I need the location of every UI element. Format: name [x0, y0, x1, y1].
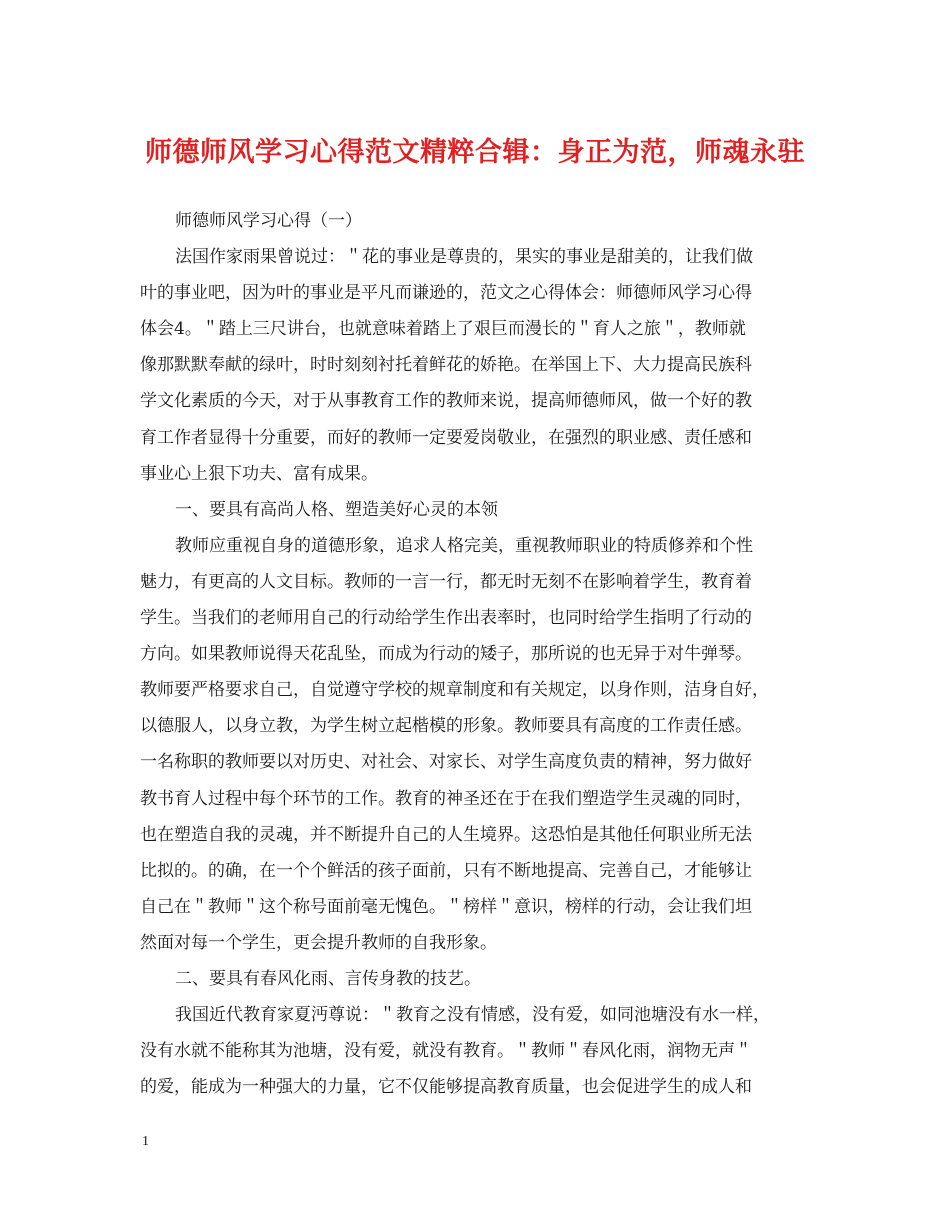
text-line: 学生。当我们的老师用自己的行动给学生作出表率时，也同时给学生指明了行动的: [140, 608, 752, 629]
text-line: 教书育人过程中每个环节的工作。教育的神圣还在于在我们塑造学生灵魂的同时，: [140, 788, 752, 809]
section-heading: 一、要具有高尚人格、塑造美好心灵的本领: [175, 499, 498, 520]
text-line: 教师要严格要求自己，自觉遵守学校的规章制度和有关规定，以身作则，洁身自好，: [140, 680, 769, 701]
body-text: [140, 203, 815, 1105]
text-line: 事业心上狠下功夫、富有成果。: [140, 463, 378, 484]
text-line: 育工作者显得十分重要，而好的教师一定要爱岗敬业，在强烈的职业感、责任感和: [140, 427, 752, 448]
text-line: 魅力，有更高的人文目标。教师的一言一行，都无时无刻不在影响着学生，教育着: [140, 571, 752, 592]
text-line: 然面对每一个学生，更会提升教师的自我形象。: [140, 932, 497, 953]
text-line: 方向。如果教师说得天花乱坠，而成为行动的矮子，那所说的也无异于对牛弹琴。: [140, 644, 752, 665]
text-line: 自己在＂教师＂这个称号面前毫无愧色。＂榜样＂意识，榜样的行动，会让我们坦: [140, 896, 752, 917]
page-title: 师德师风学习心得范文精粹合辑：身正为范，师魂永驻: [145, 137, 805, 168]
text-line: 教师应重视自身的道德形象，追求人格完美，重视教师职业的特质修养和个性: [175, 535, 753, 556]
text-line: 学文化素质的今天，对于从事教育工作的教师来说，提高师德师风，做一个好的教: [140, 391, 752, 412]
text-line: 法国作家雨果曾说过：＂花的事业是尊贵的，果实的事业是甜美的，让我们做: [175, 247, 753, 268]
text-line: 叶的事业吧，因为叶的事业是平凡而谦逊的，范文之心得体会：师德师风学习心得: [140, 283, 752, 304]
text-line: 一名称职的教师要以对历史、对社会、对家长、对学生高度负责的精神，努力做好: [140, 752, 752, 773]
text-line: 以德服人，以身立教，为学生树立起楷模的形象。教师要具有高度的工作责任感。: [140, 716, 752, 737]
text-line: 比拟的。的确，在一个个鲜活的孩子面前，只有不断地提高、完善自己，才能够让: [140, 860, 752, 881]
text-line: 体会4。＂踏上三尺讲台，也就意味着踏上了艰巨而漫长的＂育人之旅＂，教师就: [140, 319, 746, 340]
text-line: 像那默默奉献的绿叶，时时刻刻衬托着鲜花的娇艳。在举国上下、大力提高民族科: [140, 355, 752, 376]
text-line: 我国近代教育家夏沔尊说：＂教育之没有情感，没有爱，如同池塘没有水一样，: [175, 1005, 770, 1026]
text-line: 也在塑造自我的灵魂，并不断提升自己的人生境界。这恐怕是其他任何职业所无法: [140, 824, 752, 845]
text-line: 师德师风学习心得（一）: [175, 211, 362, 231]
section-heading: 二、要具有春风化雨、言传身教的技艺。: [175, 968, 481, 989]
text-line: 没有水就不能称其为池塘，没有爱，就没有教育。＂教师＂春风化雨，润物无声＂: [140, 1041, 752, 1062]
page-number: 1: [142, 1134, 149, 1149]
text-line: 的爱，能成为一种强大的力量，它不仅能够提高教育质量，也会促进学生的成人和: [140, 1077, 752, 1098]
